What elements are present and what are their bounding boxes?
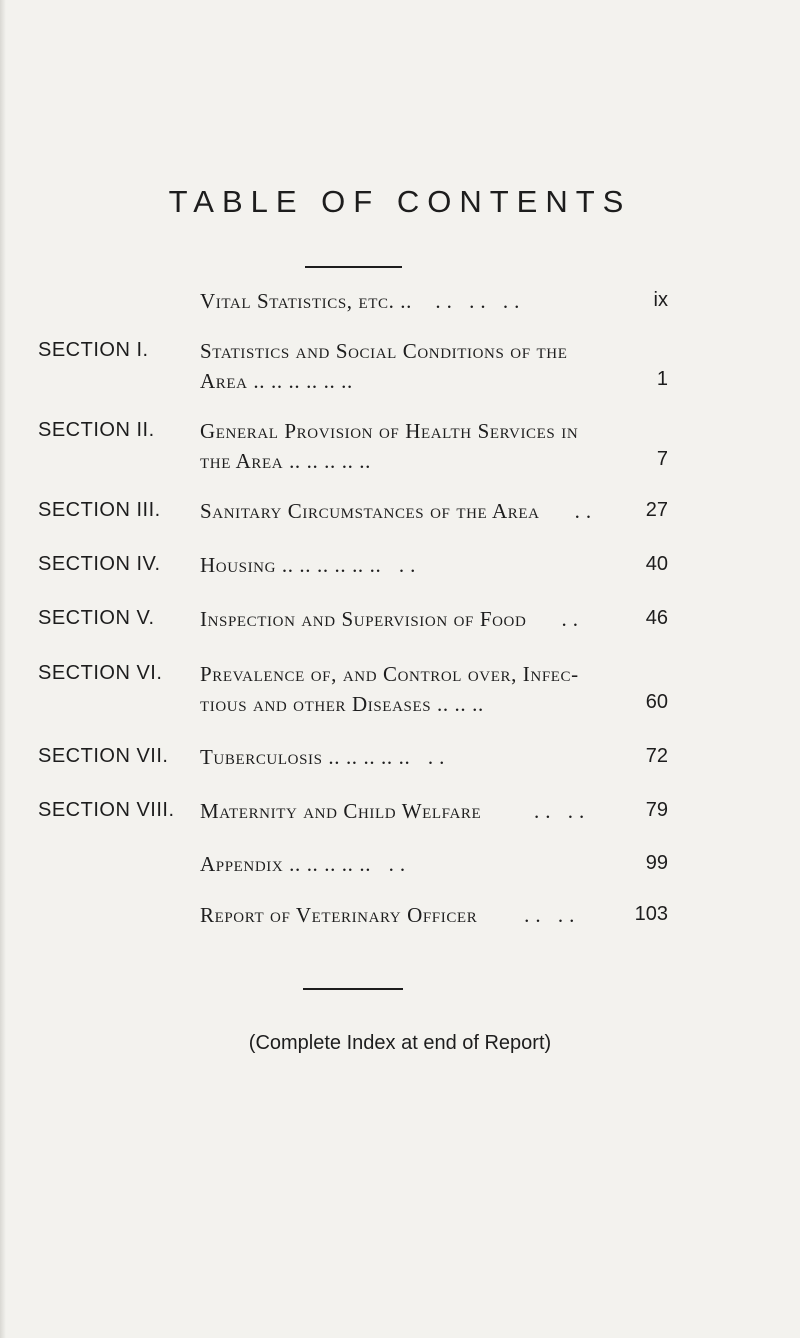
dot-leader: .. .. ..	[435, 289, 526, 313]
entry-title-line	[200, 550, 612, 580]
entry-title	[200, 900, 612, 930]
entry-title	[200, 496, 612, 526]
page-number: 46	[645, 607, 668, 629]
index-note: (Complete Index at end of Report)	[248, 1032, 552, 1054]
section-label: SECTION VII.	[38, 745, 169, 767]
page-number: ix	[653, 289, 668, 311]
page-number: 1	[656, 368, 668, 390]
entry-title-line: Prevalence of, and Control over, Infec-	[200, 662, 579, 686]
entry-title-line	[200, 900, 612, 930]
top-divider	[305, 266, 402, 268]
dot-leader: ..	[398, 553, 422, 577]
entry-title-line: tious and other Diseases .. .. ..	[200, 692, 484, 716]
entry-title-line: General Provision of Health Services in	[200, 419, 579, 443]
dot-leader: ..	[561, 607, 585, 631]
page-number: 60	[645, 691, 668, 713]
entry-title-text: Vital Statistics, etc. ..	[200, 289, 413, 313]
entry-title	[200, 416, 612, 476]
section-label: SECTION III.	[38, 499, 161, 521]
entry-title	[200, 659, 612, 719]
entry-title-text: Sanitary Circumstances of the Area	[200, 499, 540, 523]
entry-title-text: Inspection and Supervision of Food	[200, 607, 527, 631]
page-number: 40	[645, 553, 668, 575]
section-label: SECTION VIII.	[38, 799, 175, 821]
section-label: SECTION IV.	[38, 553, 161, 575]
entry-title	[200, 849, 612, 879]
page-title: TABLE OF CONTENTS	[168, 184, 632, 219]
entry-title	[200, 286, 612, 316]
dot-leader: .. ..	[524, 903, 581, 927]
entry-title-line: Statistics and Social Conditions of the	[200, 339, 568, 363]
entry-title-text: Maternity and Child Welfare	[200, 799, 482, 823]
section-label: SECTION VI.	[38, 662, 163, 684]
dot-leader: .. ..	[533, 799, 591, 823]
entry-title	[200, 796, 612, 826]
dot-leader: ..	[427, 745, 451, 769]
entry-title-line	[200, 604, 612, 634]
entry-title-line	[200, 286, 612, 316]
section-label: SECTION II.	[38, 419, 155, 441]
entry-title-text: Tuberculosis .. .. .. .. ..	[200, 745, 411, 769]
entry-title-text: Report of Veterinary Officer	[200, 903, 478, 927]
section-label: SECTION I.	[38, 339, 149, 361]
section-label: SECTION V.	[38, 607, 155, 629]
entry-title	[200, 550, 612, 580]
entry-title-line: the Area .. .. .. .. ..	[200, 449, 371, 473]
entry-title-line	[200, 496, 612, 526]
entry-title-text: Housing .. .. .. .. .. ..	[200, 553, 382, 577]
entry-title-line	[200, 796, 612, 826]
page-number: 72	[645, 745, 668, 767]
page-number: 27	[645, 499, 668, 521]
page-number: 79	[645, 799, 668, 821]
entry-title	[200, 604, 612, 634]
page-number: 99	[645, 852, 668, 874]
entry-title-line	[200, 849, 612, 879]
page-number: 103	[634, 903, 668, 925]
entry-title-text: Appendix .. .. .. .. ..	[200, 852, 372, 876]
dot-leader: ..	[388, 852, 412, 876]
bottom-divider	[303, 988, 403, 990]
dot-leader: ..	[574, 499, 598, 523]
entry-title-line: Area .. .. .. .. .. ..	[200, 369, 353, 393]
entry-title-line	[200, 742, 612, 772]
entry-title	[200, 742, 612, 772]
page-number: 7	[656, 448, 668, 470]
entry-title	[200, 336, 612, 396]
